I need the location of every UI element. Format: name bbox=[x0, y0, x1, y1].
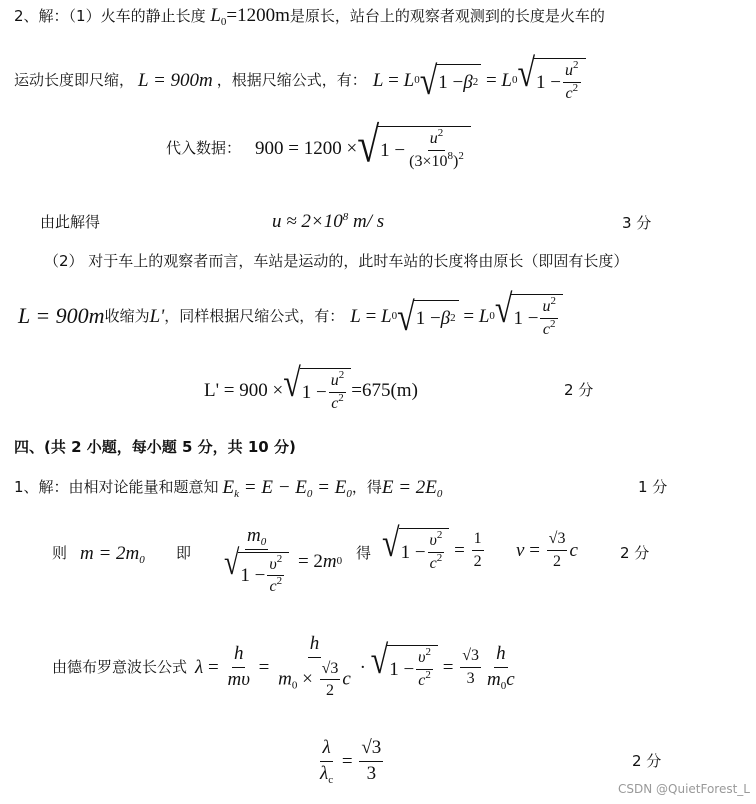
score-2c: 2 分 bbox=[632, 751, 662, 770]
l-prime: L' bbox=[149, 305, 165, 327]
result-right: =675(m) bbox=[351, 379, 418, 401]
q2-line2-mid: ，根据尺缩公式，有： bbox=[216, 70, 367, 89]
substitute-label: 代入数据： bbox=[166, 138, 242, 157]
q2-result bbox=[204, 359, 624, 412]
solve-label: 由此解得 bbox=[40, 213, 101, 231]
q2-solve bbox=[40, 211, 740, 232]
q2-line2-text: 运动长度即尺缩， bbox=[14, 70, 135, 89]
watermark: CSDN @QuietForest_L bbox=[617, 782, 750, 796]
ji-label: 即 bbox=[176, 544, 192, 562]
solve-eq: $u \approx 2\times 10^8$ m/ s bbox=[272, 211, 385, 232]
contraction-formula: L = L 0 √ 1 − β 2 = L 0 √ 1 − $\frac{u^2}{c^2}$ bbox=[373, 58, 586, 102]
then-label: 则 bbox=[52, 544, 68, 562]
part2-eq: L = 900m bbox=[18, 303, 105, 329]
substitute-eq-left: 900 = 1200 × bbox=[255, 137, 358, 159]
part2-mid: 收缩为 bbox=[104, 306, 150, 325]
q2-line1 bbox=[14, 5, 605, 28]
sec4-q1 bbox=[14, 477, 734, 500]
energy-eq: $E_k = E - E_0 = E_0$ bbox=[222, 477, 352, 500]
q2-line1-tail: 是原长，站台上的观察者观测到的长度是火车的 bbox=[289, 7, 605, 25]
part2-formula: L = L 0 √ 1 − β 2 = L 0 √ 1 − $\frac{u^2}{c^2}$ bbox=[350, 294, 563, 338]
sec4-debroglie bbox=[52, 634, 519, 700]
energy-result: $E = 2E_0$ bbox=[381, 477, 443, 500]
score-1: 1 分 bbox=[638, 478, 668, 496]
section4-heading: 四、(共 2 小题，每小题 5 分，共 10 分) bbox=[14, 438, 296, 456]
q1-label: 1、解：由相对论能量和题意知 bbox=[14, 478, 219, 496]
part2-tail: ，同样根据尺缩公式，有： bbox=[164, 306, 345, 325]
q1-mid: ，得 bbox=[351, 478, 382, 496]
result-root: √ 1 − $\frac{u^2}{c^2}$ bbox=[283, 368, 351, 412]
score-2a: 2 分 bbox=[564, 380, 594, 399]
score-2b: 2 分 bbox=[620, 544, 650, 562]
sec4-mass bbox=[52, 519, 742, 596]
l0-value: =1200m bbox=[226, 5, 290, 26]
ratio-eq: $\frac{\lambda}{\lambda_c}$ = $\frac{√3}{3}$ bbox=[320, 737, 382, 786]
mass-eq: $m = 2m_0$ bbox=[80, 543, 145, 566]
wavelength-eq: λ = $\frac{h}{m\upsilon}$ = h $m_0$ × $\frac{√3}{2}$ c · √ 1 − $\frac{\upsilon^2}{c^2}$ = $\frac{√3}{3}$ $\frac{h}{m_0c}$ bbox=[195, 633, 515, 700]
l-value: L = 900m bbox=[138, 69, 213, 91]
q2-substitute bbox=[166, 116, 471, 173]
q2-part2: （2） 对于车上的观察者而言，车站是运动的，此时车站的长度将由原长（即固有长度） bbox=[44, 252, 629, 270]
q2-part2-line bbox=[18, 285, 563, 339]
q2-line1-text: 2、解：（1）火车的静止长度 bbox=[14, 7, 206, 25]
sec4-ratio bbox=[316, 738, 676, 785]
mass-fraction: $m_0$ √ 1 − $\frac{\upsilon^2}{c^2}$ = 2 m 0 bbox=[224, 525, 343, 596]
debroglie-label: 由德布罗意波长公式 bbox=[52, 657, 188, 676]
score-3: 3 分 bbox=[622, 214, 652, 232]
result-left: L' = 900 × bbox=[204, 379, 284, 401]
q2-line2 bbox=[14, 49, 586, 103]
velocity-eq: v = $\frac{√3}{2}$ c bbox=[516, 530, 578, 570]
gamma-eq: √ 1 − $\frac{\upsilon^2}{c^2}$ = $\frac{1}{2}$ bbox=[382, 519, 482, 572]
l0-symbol: $L_0$ bbox=[210, 5, 227, 28]
substitute-root: √ 1 − $\frac{u^2}{(3\times 10^8)^2}$ bbox=[357, 126, 471, 170]
de-label: 得 bbox=[356, 544, 372, 562]
